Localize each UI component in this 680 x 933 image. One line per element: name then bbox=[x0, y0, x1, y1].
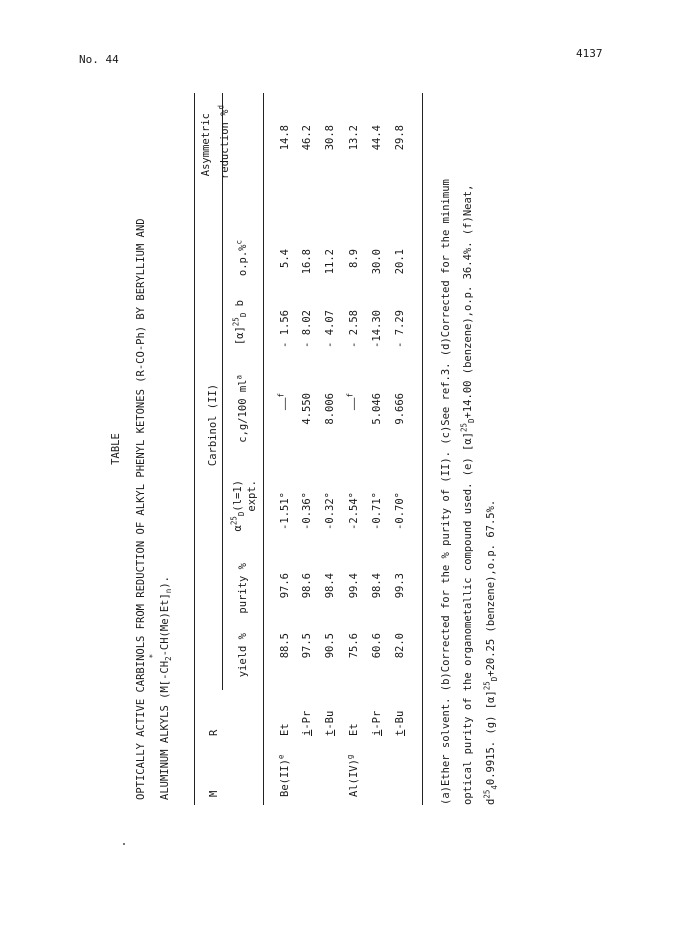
rotated-table-block bbox=[110, 93, 605, 805]
cell-r: i-Pr bbox=[371, 710, 383, 736]
cell-asym: 30.8 bbox=[324, 125, 336, 151]
cell-yield: 82.0 bbox=[394, 633, 406, 659]
cell-purity: 99.4 bbox=[348, 573, 360, 599]
cell-yield: 75.6 bbox=[348, 633, 360, 659]
cell-yield: 97.5 bbox=[301, 633, 313, 659]
col-header-r: R bbox=[208, 729, 220, 736]
cell-r: t-Bu bbox=[394, 710, 406, 736]
caption-line-1: OPTICALLY ACTIVE CARBINOLS FROM REDUCTION OF ALKYL PHENYL KETONES (R-CO-Ph) BY BERYLLIUM AND bbox=[135, 218, 147, 800]
cell-conc: ——$^f$ bbox=[276, 393, 291, 411]
cell-asym: 29.8 bbox=[394, 125, 406, 151]
col-header-purity: purity % bbox=[237, 563, 249, 614]
scan-speck bbox=[123, 843, 125, 845]
cell-spec: -14.30 bbox=[371, 310, 383, 348]
col-header-asym-2: reduction %$^d$ bbox=[216, 105, 231, 180]
cell-purity: 99.3 bbox=[394, 573, 406, 599]
cell-alpha: -0.32° bbox=[324, 492, 336, 530]
col-header-specific-rotation: $[\alpha]^{25}_D$ b bbox=[231, 300, 249, 346]
cell-spec: - 8.02 bbox=[301, 310, 313, 348]
cell-alpha: -1.51° bbox=[279, 492, 291, 530]
cell-conc: 5.046 bbox=[371, 393, 383, 425]
cell-purity: 97.6 bbox=[279, 573, 291, 599]
col-header-yield: yield % bbox=[237, 633, 249, 678]
cell-yield: 90.5 bbox=[324, 633, 336, 659]
cell-asym: 44.4 bbox=[371, 125, 383, 151]
cell-r: t-Bu bbox=[324, 710, 336, 736]
cell-conc: 9.666 bbox=[394, 393, 406, 425]
cell-purity: 98.6 bbox=[301, 573, 313, 599]
cell-op: 5.4 bbox=[279, 249, 291, 268]
cell-spec: - 2.58 bbox=[348, 310, 360, 348]
footnote-line-1: (a)Ether solvent. (b)Corrected for the % purity of (II). (c)See ref.3. (d)Corrected for the minimum bbox=[440, 179, 452, 805]
cell-r: Et bbox=[279, 723, 291, 736]
cell-r: Et bbox=[348, 723, 360, 736]
cell-yield: 60.6 bbox=[371, 633, 383, 659]
cell-op: 8.9 bbox=[348, 249, 360, 268]
cell-alpha: -0.71° bbox=[371, 492, 383, 530]
cell-r: i-Pr bbox=[301, 710, 313, 736]
col-header-asym-1: Asymmetric bbox=[200, 113, 212, 177]
cell-yield: 88.5 bbox=[279, 633, 291, 659]
cell-op: 11.2 bbox=[324, 249, 336, 275]
cell-op: 20.1 bbox=[394, 249, 406, 275]
col-header-conc: c,g/100 $ml^a$ bbox=[234, 375, 249, 443]
cell-asym: 14.8 bbox=[279, 125, 291, 151]
cell-conc: 4.550 bbox=[301, 393, 313, 425]
cell-alpha: -0.36° bbox=[301, 492, 313, 530]
table-title: TABLE bbox=[110, 433, 122, 465]
footnote-line-3: $d^{25}_40.9915$. (g) $[\alpha]^{25}_D+20.25$ (benzene),o.p. 67.5%. bbox=[482, 499, 500, 805]
cell-m: Al(IV)$^g$ bbox=[345, 754, 360, 797]
cell-spec: - 1.56 bbox=[279, 310, 291, 348]
cell-op: 30.0 bbox=[371, 249, 383, 275]
caption-line-2: ALUMINUM ALKYLS ($M[-CH_2$ * $-CH(Me)Et]_n$). bbox=[148, 576, 174, 800]
page-number: 4137 bbox=[576, 47, 603, 60]
cell-op: 16.8 bbox=[301, 249, 313, 275]
issue-number: No. 44 bbox=[79, 53, 119, 66]
cell-alpha: -0.70° bbox=[394, 492, 406, 530]
col-header-alpha: $\alpha^{25}_D(l=1)$ bbox=[229, 480, 247, 532]
col-header-op: o.p.%$^c$ bbox=[234, 240, 249, 277]
header-rule bbox=[263, 93, 264, 805]
cell-spec: - 7.29 bbox=[394, 310, 406, 348]
cell-purity: 98.4 bbox=[371, 573, 383, 599]
cell-asym: 46.2 bbox=[301, 125, 313, 151]
cell-purity: 98.4 bbox=[324, 573, 336, 599]
col-group-carbinol: Carbinol (II) bbox=[207, 383, 219, 467]
cell-m: Be(II)$^e$ bbox=[276, 754, 291, 797]
cell-conc: 8.006 bbox=[324, 393, 336, 425]
col-header-alpha-expt: expt. bbox=[246, 480, 258, 512]
col-header-m: M bbox=[208, 790, 220, 797]
cell-alpha: -2.54° bbox=[348, 492, 360, 530]
table-top-rule bbox=[194, 93, 195, 805]
cell-asym: 13.2 bbox=[348, 125, 360, 151]
cell-conc: ——$^f$ bbox=[345, 393, 360, 411]
footnote-line-2: optical purity of the organometallic compound used. (e) $[\alpha]^{25}_D+14.00$ (benzene),o.p. 36.4%. (f)Neat, bbox=[459, 184, 477, 805]
table-bottom-rule bbox=[422, 93, 423, 805]
cell-spec: - 4.07 bbox=[324, 310, 336, 348]
